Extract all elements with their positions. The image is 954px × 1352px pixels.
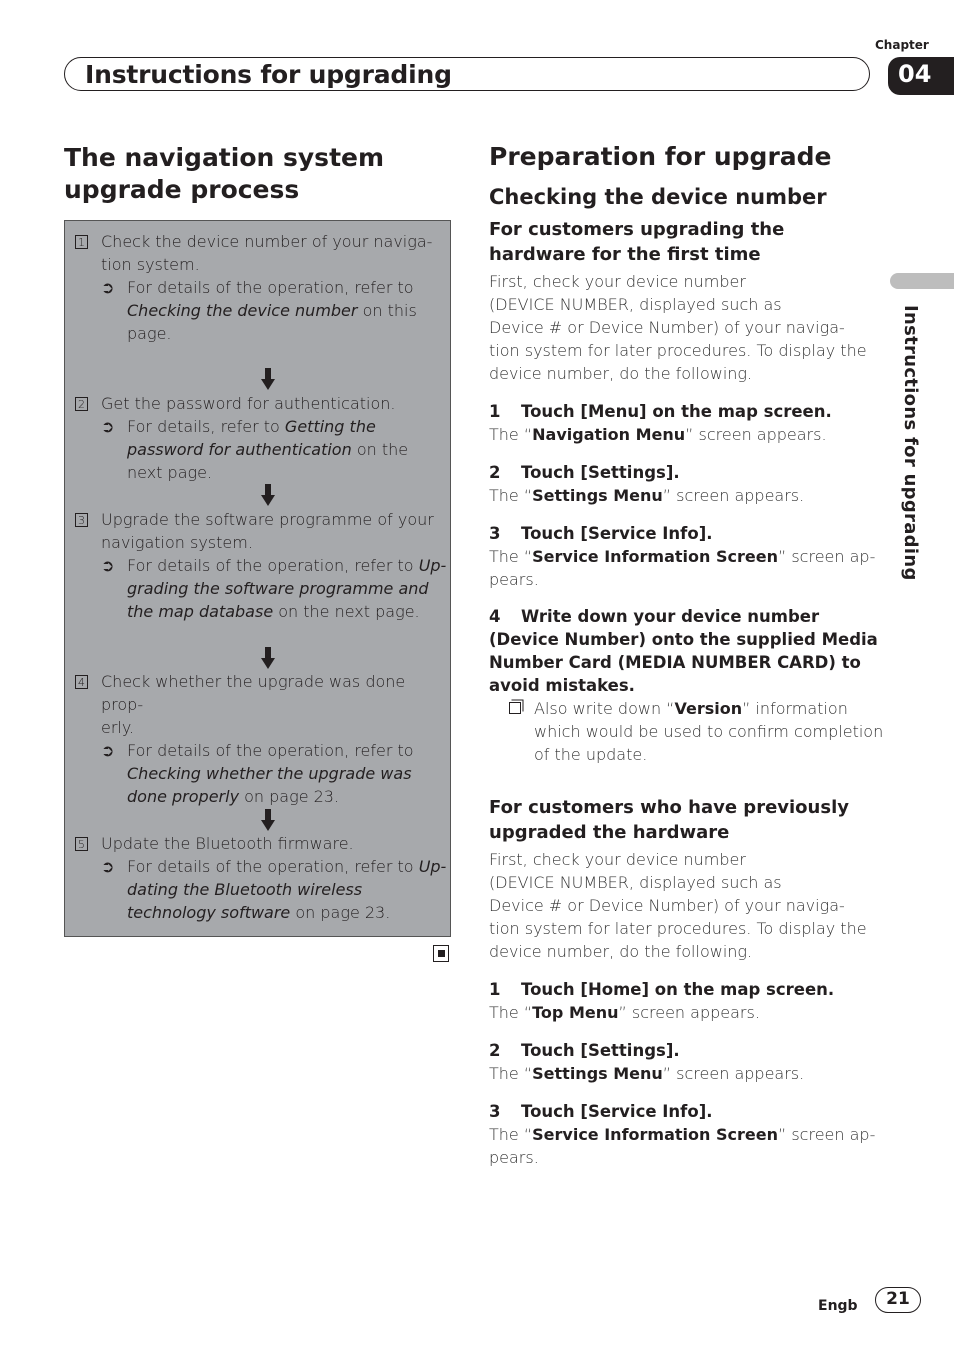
down-arrow-icon: [261, 647, 275, 669]
chapter-label: Chapter: [875, 38, 929, 52]
side-tab-label: Instructions for upgrading: [900, 305, 921, 581]
process-step-2: 2 Get the password for authentication. ➲ For details, refer to Getting the password for authentication on the next page.: [75, 392, 447, 484]
section-heading-preparation: Preparation for upgrade: [489, 142, 832, 171]
process-step-1: 1 Check the device number of your naviga- tion system. ➲ For details of the operation, refer to Checking the device number on this page.: [75, 230, 447, 345]
footer-language: Engb: [818, 1298, 858, 1314]
down-arrow-icon: [261, 368, 275, 390]
process-step-reference: ➲ For details, refer to Getting the password for authentication on the next page.: [101, 417, 409, 482]
note-icon: [509, 702, 521, 714]
down-arrow-icon: [261, 484, 275, 506]
process-step-reference: ➲ For details of the operation, refer to Checking whether the upgrade was done properly on page 23.: [101, 741, 414, 806]
subsection-title-previous: For customers who have previously upgraded the hardware: [489, 797, 849, 843]
procedure-step: 2 Touch [Settings]. The “Settings Menu” screen appears.: [489, 1041, 805, 1083]
procedure-step: 1 Touch [Menu] on the map screen. The “Navigation Menu” screen appears.: [489, 402, 832, 444]
process-step-text: Upgrade the software programme of your navigation system.: [101, 510, 434, 552]
reference-arrow-icon: ➲: [101, 741, 115, 760]
down-arrow-icon: [261, 809, 275, 831]
right-column: [489, 140, 884, 1169]
process-step-text: Get the password for authentication.: [101, 394, 396, 413]
process-step-reference: ➲ For details of the operation, refer to Up-grading the software programme and the map database on the next page.: [101, 556, 447, 621]
page-number: 21: [875, 1287, 921, 1313]
process-step-text: Check the device number of your naviga- tion system.: [101, 232, 433, 274]
intro-paragraph: First, check your device number (DEVICE NUMBER, displayed such as Device # or Device Number) of your naviga- tion system for later procedures. To display the device number, do the following.: [489, 272, 867, 383]
procedure-step: 4 Write down your device number (Device Number) onto the supplied Media Number Card (MEDIA NUMBER CARD) to avoid mistakes. Also write down “Version” information which would be used to confirm completion of the update.: [489, 607, 884, 764]
procedure-step: 1 Touch [Home] on the map screen. The “Top Menu” screen appears.: [489, 980, 835, 1022]
process-step-text: Check whether the upgrade was done prop- erly.: [101, 672, 406, 737]
section-heading-process: The navigation system upgrade process: [64, 143, 385, 204]
procedure-step: 3 Touch [Service Info]. The “Service Information Screen” screen ap- pears.: [489, 524, 876, 589]
section-end-icon: [433, 945, 449, 962]
process-box: [64, 220, 451, 937]
procedure-step: 3 Touch [Service Info]. The “Service Information Screen” screen ap- pears.: [489, 1102, 876, 1167]
process-step-3: 3 Upgrade the software programme of your navigation system. ➲ For details of the operation, refer to Up-grading the software programme and the map database on the next page.: [75, 508, 447, 623]
process-step-reference: ➲ For details of the operation, refer to Checking the device number on this page.: [101, 278, 417, 343]
side-tab-marker: [890, 273, 954, 289]
chapter-number: 04: [898, 60, 932, 88]
procedure-step: 2 Touch [Settings]. The “Settings Menu” screen appears.: [489, 463, 805, 505]
process-step-5: 5 Update the Bluetooth firmware. ➲ For details of the operation, refer to Up-dating the Bluetooth wireless technology software on page 23.: [75, 832, 447, 924]
intro-paragraph: First, check your device number (DEVICE NUMBER, displayed such as Device # or Device Number) of your naviga- tion system for later procedures. To display the device number, do the following.: [489, 850, 867, 961]
process-step-4: 4 Check whether the upgrade was done prop- erly. ➲ For details of the operation, refer to Checking whether the upgrade was done properly on page 23.: [75, 670, 447, 808]
reference-arrow-icon: ➲: [101, 857, 115, 876]
subsection-title-first-time: For customers upgrading the hardware for the first time: [489, 219, 785, 265]
page-title: Instructions for upgrading: [85, 60, 452, 89]
process-step-text: Update the Bluetooth firmware.: [101, 834, 354, 853]
note: Also write down “Version” information which would be used to confirm completion of the update.: [489, 697, 884, 766]
process-step-reference: ➲ For details of the operation, refer to Up-dating the Bluetooth wireless technology software on page 23.: [101, 857, 447, 922]
reference-arrow-icon: ➲: [101, 417, 115, 436]
reference-arrow-icon: ➲: [101, 556, 115, 575]
reference-arrow-icon: ➲: [101, 278, 115, 297]
subheading-device-number: Checking the device number: [489, 185, 827, 209]
